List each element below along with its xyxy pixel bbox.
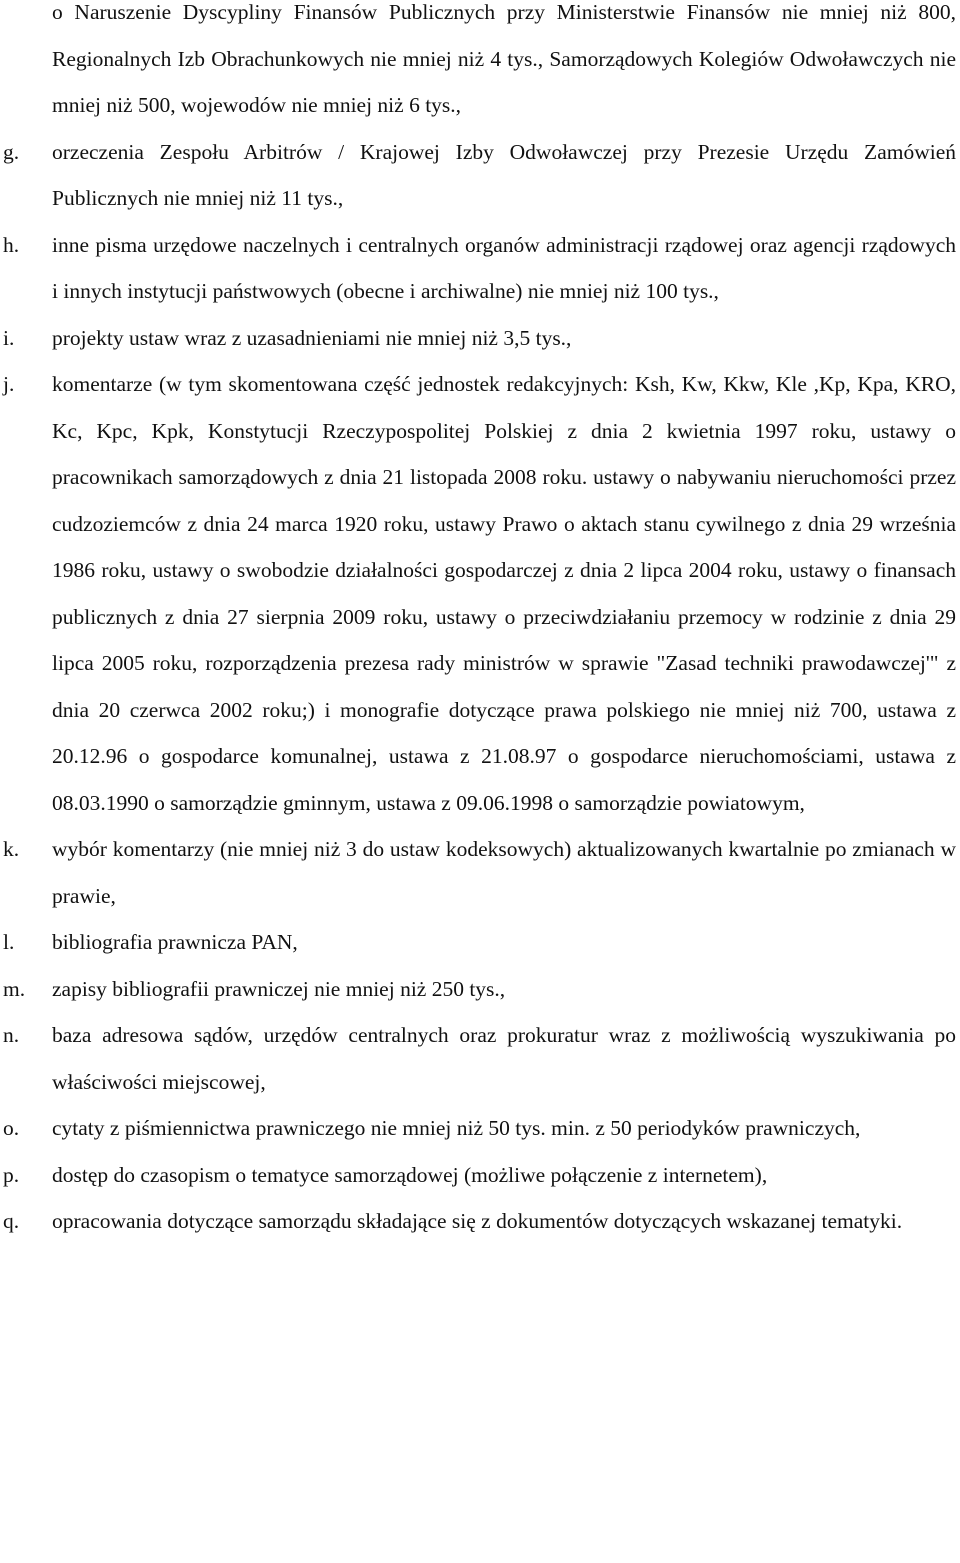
list-item-text: opracowania dotyczące samorządu składające się z dokumentów dotyczących wskazanej tematyki. xyxy=(52,1209,903,1233)
list-item-o xyxy=(0,1105,956,1152)
list-marker: n. xyxy=(3,1023,20,1047)
list-marker: h. xyxy=(3,232,20,257)
list-marker: p. xyxy=(3,1162,20,1187)
list-item-g xyxy=(0,129,956,222)
list-marker: o. xyxy=(3,1116,20,1140)
list-item-n xyxy=(0,1012,956,1105)
list-item-text: dostęp do czasopism o tematyce samorządowej (możliwe połączenie z internetem), xyxy=(52,1162,768,1187)
list-item-j xyxy=(0,361,956,826)
list-item-i xyxy=(0,315,956,362)
list-item-text: komentarze (w tym skomentowana część jednostek redakcyjnych: Ksh, Kw, Kkw, Kle ,Kp, Kpa, KRO, Kc, Kpc, Kpk, Konstytucji Rzeczypospolitej Polskiej z dnia 2 kwietnia 1997 roku, ustawy o pracownikach samorządowych z dnia 21 listopada 2008 roku. ustawy o nabywaniu nieruchomości przez cudzoziemców z dnia 24 marca 1920 roku, ustawy Prawo o aktach stanu cywilnego z dnia 29 września 1986 roku, ustawy o swobodzie działalności gospodarczej z dnia 2 lipca 2004 roku, ustawy o finansach publicznych z dnia 27 sierpnia 2009 roku, ustawy o przeciwdziałaniu przemocy w rodzinie z dnia 29 lipca 2005 roku, rozporządzenia prezesa rady ministrów w sprawie "Zasad techniki prawodawczej'" z dnia 20 czerwca 2002 roku;) i monografie dotyczące prawa polskiego nie mniej niż 700, ustawa z 20.12.96 o gospodarce komunalnej, ustawa z 21.08.97 o gospodarce nieruchomościami, ustawa z 08.03.1990 o samorządzie gminnym, ustawa z 09.06.1998 o samorządzie powiatowym, xyxy=(52,372,956,815)
list-item-p xyxy=(0,1152,956,1199)
list-item-q xyxy=(0,1198,956,1245)
list-item-text: inne pisma urzędowe naczelnych i centralnych organów administracji rządowej oraz agencji rządowych i innych instytucji państwowych (obecne i archiwalne) nie mniej niż 100 tys., xyxy=(52,232,956,303)
list-item-h xyxy=(0,222,956,315)
list-item-text: zapisy bibliografii prawniczej nie mniej niż 250 tys., xyxy=(52,976,506,1001)
list-item-text: wybór komentarzy (nie mniej niż 3 do ustaw kodeksowych) aktualizowanych kwartalnie po zmianach w prawie, xyxy=(52,837,956,908)
list-item-text: baza adresowa sądów, urzędów centralnych oraz prokuratur wraz z możliwością wyszukiwania po właściwości miejscowej, xyxy=(52,1023,956,1094)
list-marker: j. xyxy=(3,372,15,396)
list-marker: g. xyxy=(3,139,20,164)
list-item-k xyxy=(0,826,956,919)
list-marker: k. xyxy=(3,837,20,861)
list-item-l xyxy=(0,919,956,966)
list-marker: m. xyxy=(3,976,26,1001)
continuation-paragraph: o Naruszenie Dyscypliny Finansów Publicznych przy Ministerstwie Finansów nie mniej niż 800, Regionalnych Izb Obrachunkowych nie mniej niż 4 tys., Samorządowych Kolegiów Odwoławczych nie mniej niż 500, wojewodów nie mniej niż 6 tys., xyxy=(52,0,956,117)
list-marker: l. xyxy=(3,930,15,954)
list-item-text: bibliografia prawnicza PAN, xyxy=(52,930,298,954)
list-item-text: orzeczenia Zespołu Arbitrów / Krajowej Izby Odwoławczej przy Prezesie Urzędu Zamówień Publicznych nie mniej niż 11 tys., xyxy=(52,139,956,210)
list-item-m xyxy=(0,966,956,1013)
list-marker: i. xyxy=(3,325,15,350)
list-marker: q. xyxy=(3,1209,20,1233)
list-item-text: cytaty z piśmiennictwa prawniczego nie mniej niż 50 tys. min. z 50 periodyków prawniczych, xyxy=(52,1116,861,1140)
list-item-text: projekty ustaw wraz z uzasadnieniami nie mniej niż 3,5 tys., xyxy=(52,325,572,350)
